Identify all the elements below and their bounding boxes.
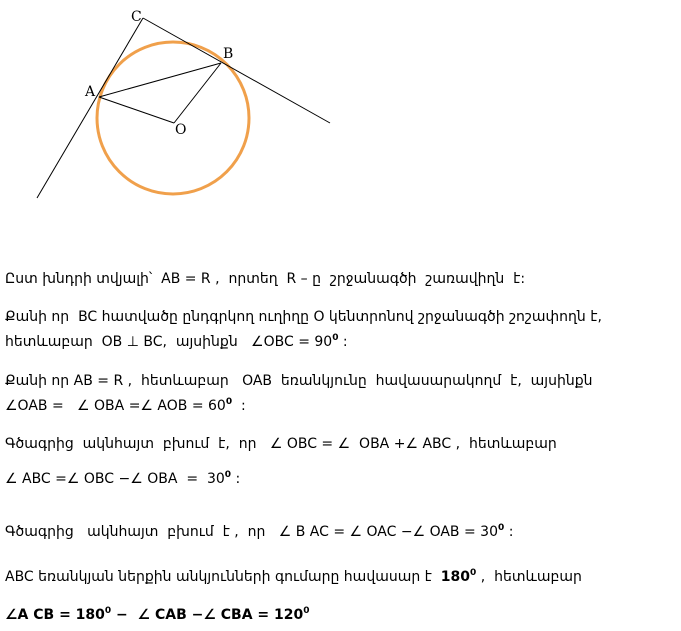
text-line-8: Գծագրից ակնհայտ բխում է , որ ∠ B AC = ∠ OAC −∠ OAB = $30^0$ : [5, 523, 514, 540]
text-line-9: ABC եռանկյան ներքին անկյունների գումարը հավասար է $180^0$ , հետևաբար [5, 568, 582, 585]
segment-ao [99, 97, 174, 123]
text-line-7: ∠ ABC =∠ OBC −∠ OBA = $30^0$ : [5, 470, 241, 487]
text-line-10: ∠A CB = $180^0$ − ∠ CAB −∠ CBA = $120^0$ [5, 606, 310, 623]
line-cb-extended [143, 18, 330, 123]
label-b: B [223, 46, 234, 62]
text-line-3: հետևաբար OB ⊥ BC, այսինքն ∠OBC = $90^0$ : [5, 333, 348, 350]
label-a: A [85, 84, 96, 100]
geometry-figure [0, 0, 681, 240]
label-c: C [131, 9, 142, 25]
text-line-4: Քանի որ AB = R , հետևաբար OAB եռանկյունը հավասարակողմ է, այսինքն [5, 373, 593, 389]
text-line-6: Գծագրից ակնհայտ բխում է, որ ∠ OBC = ∠ OBA +∠ ABC , հետևաբար [5, 436, 557, 452]
text-line-5: ∠OAB = ∠ OBA =∠ AOB = $60^0$ : [5, 397, 246, 414]
label-o: O [175, 122, 187, 138]
segment-ob [174, 63, 221, 123]
line-ac-extended [37, 18, 143, 198]
text-line-2: Քանի որ BC հատվածը ընդգրկող ուղիղը O կենտրոնով շրջանագծի շոշափողն է, [5, 309, 602, 325]
text-line-1: Ըստ խնդրի տվյալի՝ AB = R , որտեղ R – ը շրջանագծի շառավիղն է: [5, 271, 526, 287]
